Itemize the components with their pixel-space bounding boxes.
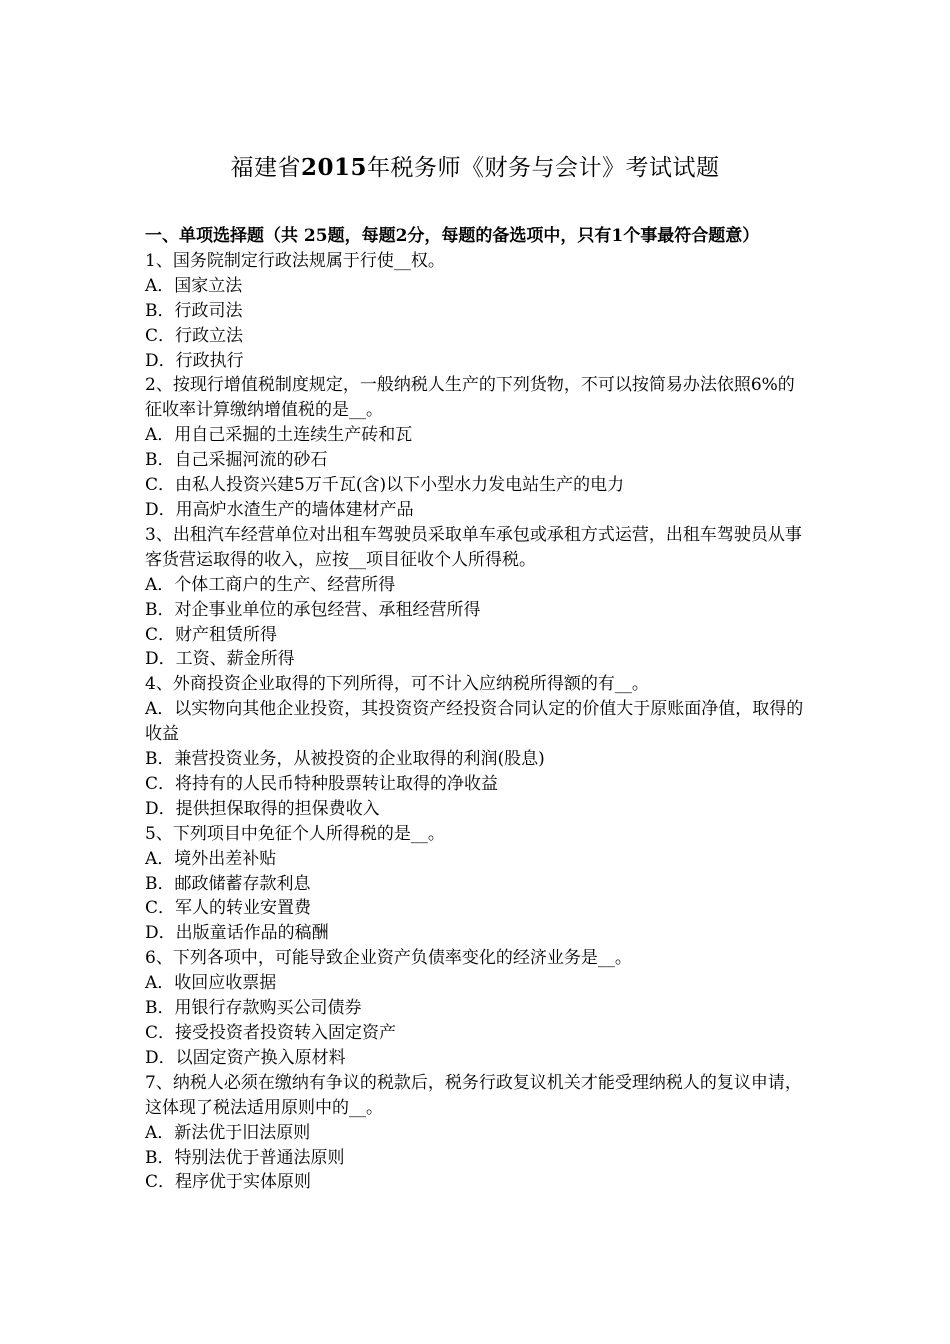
question-stem: 4、外商投资企业取得的下列所得，可不计入应纳税所得额的有__。	[145, 674, 649, 695]
title-prefix: 福建省	[230, 155, 301, 181]
question-stem: 3、出租汽车经营单位对出租车驾驶员采取单车承包或承租方式运营，出租车驾驶员从事客货营运取得的收入，应按__项目征收个人所得税。	[145, 524, 802, 570]
question-option: A．收回应收票据	[145, 973, 277, 994]
question-option: C．程序优于实体原则	[145, 1172, 312, 1193]
question-option: B．邮政储蓄存款利息	[145, 873, 311, 894]
question-option: B．自己采掘河流的砂石	[145, 450, 328, 471]
question-option: D．行政执行	[145, 350, 244, 371]
question-option: C．将持有的人民币特种股票转让取得的净收益	[145, 773, 499, 794]
question-option: A．国家立法	[145, 275, 243, 296]
question-option: C．财产租赁所得	[145, 624, 278, 645]
section-heading: 一、单项选择题（共 25题，每题2分，每题的备选项中，只有1个事最符合题意）	[145, 226, 760, 246]
question-option: C．接受投资者投资转入固定资产	[145, 1023, 397, 1043]
question-option: D．提供担保取得的担保费收入	[145, 798, 380, 819]
question-option: B．用银行存款购买公司债券	[145, 998, 362, 1019]
question-option: D．用高炉水渣生产的墙体建材产品	[145, 499, 414, 520]
question-option: A．以实物向其他企业投资，其投资资产经投资合同认定的价值大于原账面净值，取得的收益	[145, 699, 804, 745]
question-option: A．新法优于旧法原则	[145, 1122, 311, 1143]
question-option: B．行政司法	[145, 300, 243, 321]
question-option: A．用自己采掘的土连续生产砖和瓦	[145, 425, 413, 446]
question-option: B．兼营投资业务，从被投资的企业取得的利润(股息)	[145, 749, 545, 770]
question-stem: 2、按现行增值税制度规定，一般纳税人生产的下列货物，不可以按简易办法依照6%的征收率计算缴纳增值税的是__。	[145, 375, 795, 421]
question-option: D．工资、薪金所得	[145, 649, 295, 670]
question-option: B．特别法优于普通法原则	[145, 1147, 345, 1168]
question-stem: 1、国务院制定行政法规属于行使__权。	[145, 250, 445, 271]
title-suffix: 年税务师《财务与会计》考试试题	[367, 155, 720, 181]
question-option: A．个体工商户的生产、经营所得	[145, 574, 396, 595]
document-title	[0, 152, 950, 184]
question-option: C．军人的转业安置费	[145, 898, 312, 919]
question-stem: 6、下列各项中，可能导致企业资产负债率变化的经济业务是__。	[145, 948, 632, 969]
question-list	[145, 249, 810, 1195]
question-stem: 7、纳税人必须在缴纳有争议的税款后，税务行政复议机关才能受理纳税人的复议申请，这体现了税法适用原则中的__。	[145, 1072, 802, 1118]
question-stem: 5、下列项目中免征个人所得税的是__。	[145, 823, 445, 844]
question-option: D．以固定资产换入原材料	[145, 1047, 346, 1068]
document-body	[145, 224, 810, 1195]
question-option: D．出版童话作品的稿酬	[145, 923, 329, 944]
question-option: C．由私人投资兴建5万千瓦(含)以下小型水力发电站生产的电力	[145, 475, 625, 496]
question-option: A．境外出差补贴	[145, 848, 277, 869]
question-option: C．行政立法	[145, 325, 244, 346]
title-year: 2015	[300, 154, 367, 181]
question-option: B．对企事业单位的承包经营、承租经营所得	[145, 599, 481, 620]
